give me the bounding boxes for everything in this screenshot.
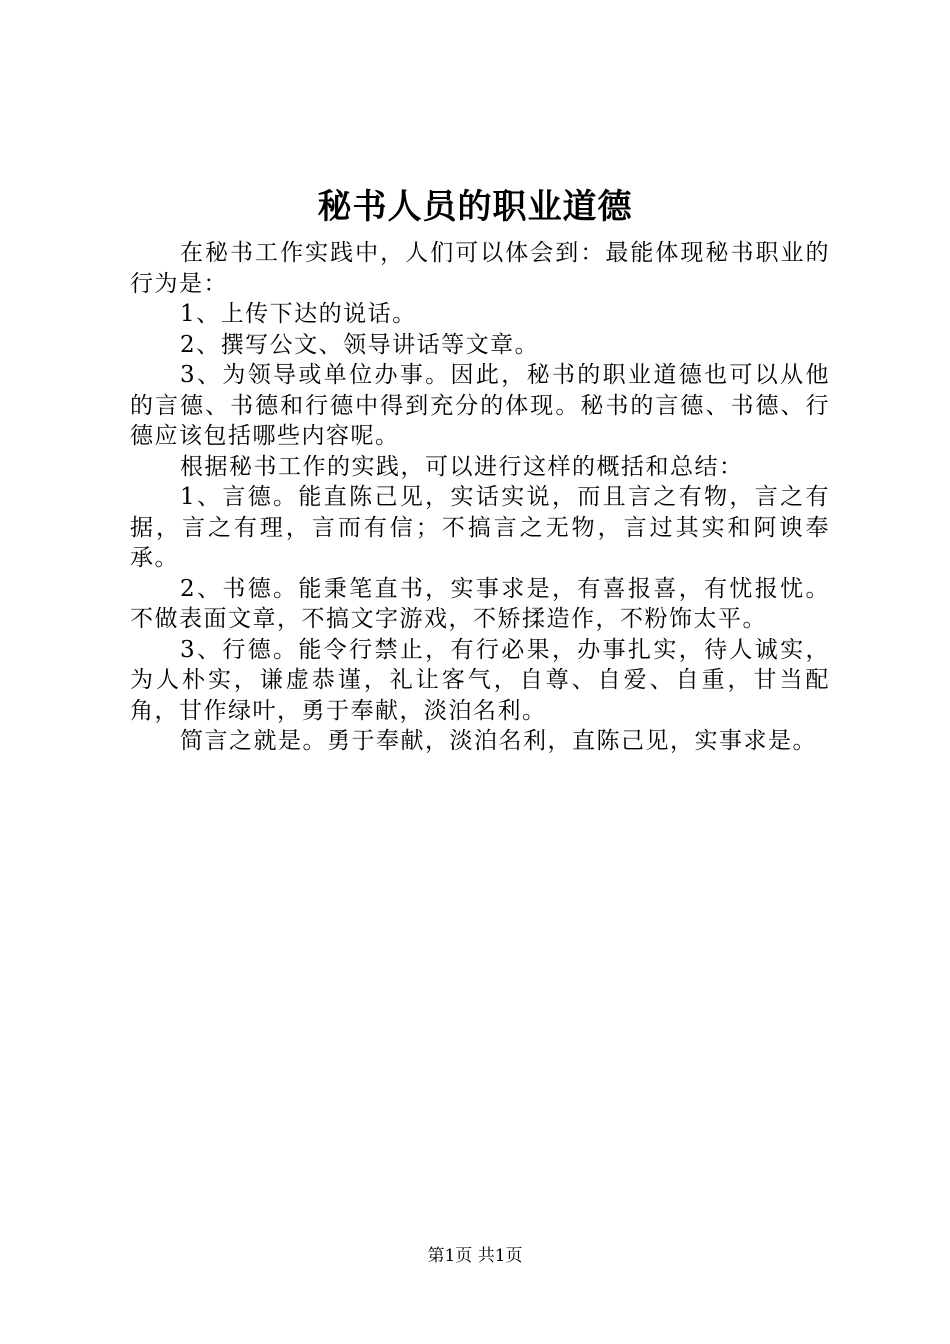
page-footer: 第1页 共1页 [427,1246,523,1266]
paragraph-item-1: 1、上传下达的说话。 [180,301,417,327]
paragraph-conduct-ethics: 3、行德。能令行禁止，有行必果，办事扎实，待人诚实，为人朴实，谦虚恭谨，礼让客气，自尊、自爱、自重，甘当配角，甘作绿叶，勇于奉献，淡泊名利。 [130,636,830,724]
paragraph-conclusion: 简言之就是。勇于奉献，淡泊名利，直陈己见，实事求是。 [180,728,817,754]
document-body [130,238,830,757]
paragraph-speech-ethics: 1、言德。能直陈己见，实话实说，而且言之有物，言之有据，言之有理，言而有信；不搞言之无物，言过其实和阿谀奉承。 [130,484,830,571]
paragraph-summary-intro: 根据秘书工作的实践，可以进行这样的概括和总结： [180,453,744,480]
paragraph-item-3: 3、为领导或单位办事。因此，秘书的职业道德也可以从他的言德、书德和行德中得到充分的体现。秘书的言德、书德、行德应该包括哪些内容呢。 [130,362,830,449]
paragraph-item-2: 2、撰写公文、领导讲话等文章。 [180,331,540,358]
paragraph-intro: 在秘书工作实践中，人们可以体会到：最能体现秘书职业的行为是： [130,240,830,297]
paragraph-writing-ethics: 2、书德。能秉笔直书，实事求是，有喜报喜，有忧报忧。不做表面文章，不搞文字游戏，不矫揉造作，不粉饰太平。 [130,575,830,632]
document-title: 秘书人员的职业道德 [317,187,633,227]
